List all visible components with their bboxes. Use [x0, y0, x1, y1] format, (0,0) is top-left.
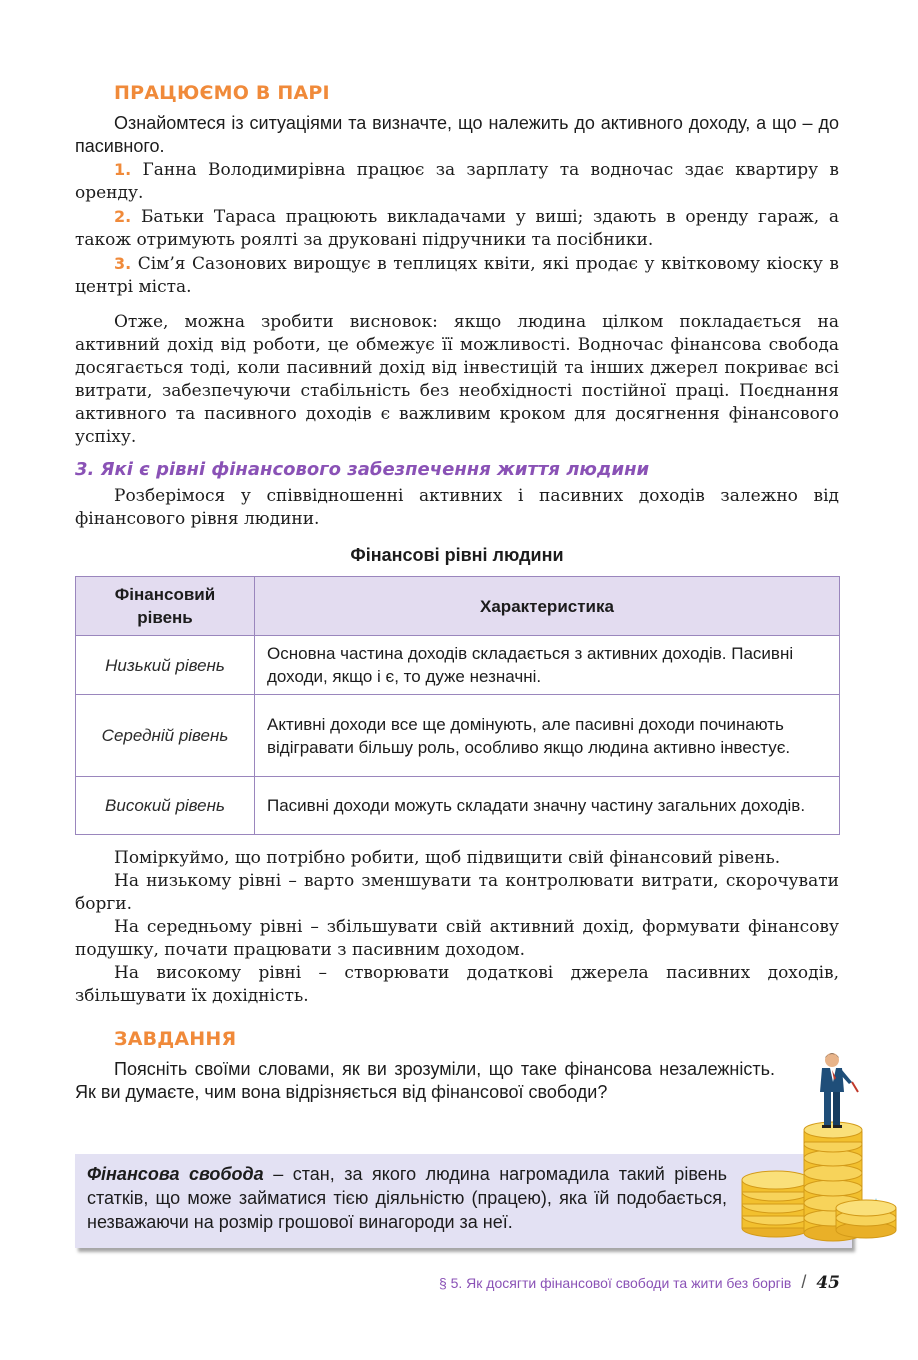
- situation-item-3: [75, 252, 839, 299]
- footer-chapter-title: § 5. Як досягти фінансової свободи та жити без боргів: [438, 1275, 792, 1291]
- footer-separator: /: [801, 1272, 807, 1292]
- pair-work-heading: ПРАЦЮЄМО В ПАРІ: [114, 82, 330, 104]
- advice-paragraph: Поміркуймо, що потрібно робити, щоб підвищити свій фінансовий рівень.: [114, 848, 781, 868]
- page-number: 45: [816, 1273, 840, 1293]
- situation-text: Батьки Тараса працюють викладачами у виші; здають в оренду гараж, а також отримують роялті за друковані підручники та посібники.: [75, 207, 839, 250]
- task-text: Поясніть своїми словами, як ви зрозуміли, що таке фінансова незалежність. Як ви думаєте, чим вона відрізняється від фінансової свободи?: [75, 1059, 775, 1102]
- conclusion-paragraph: Отже, можна зробити висновок: якщо людина цілком покладається на активний дохід від роботи, це обмежує її можливості. Водночас фінансова свобода досягається тоді, коли пасивний дохід від інвестицій та інших джерел покриває всі витрати, забезпечуючи стабільність без необхідності постійної праці. Поєднання активного та пасивного доходів є важливим кроком для досягнення фінансового успіху.: [75, 312, 839, 447]
- situation-number: 3.: [114, 254, 132, 273]
- description-cell: Пасивні доходи можуть складати значну частину загальних доходів.: [255, 777, 840, 835]
- table-title: Фінансові рівні людини: [350, 545, 564, 565]
- financial-levels-table: [75, 576, 840, 835]
- section-3-heading: 3. Які є рівні фінансового забезпечення життя людини: [75, 459, 650, 480]
- header-level: Фінансовий рівень: [76, 577, 255, 636]
- section-3-intro: Розберімося у співвідношенні активних і пасивних доходів залежно від фінансового рівня людини.: [75, 486, 839, 529]
- situation-number: 1.: [114, 160, 132, 179]
- level-cell: Середній рівень: [76, 695, 255, 777]
- advice-paragraph: На низькому рівні – варто зменшувати та контролювати витрати, скорочувати борги.: [75, 871, 839, 914]
- situation-item-2: [75, 205, 839, 252]
- table-row: [76, 777, 840, 835]
- level-cell: Низький рівень: [76, 636, 255, 695]
- level-cell: Високий рівень: [76, 777, 255, 835]
- situation-text: Сім’я Сазонових вирощує в теплицях квіти, які продає у квітковому кіоску в центрі міста.: [75, 254, 840, 297]
- table-header-row: [76, 577, 840, 636]
- definition-term: Фінансова свобода: [87, 1164, 264, 1184]
- header-description: Характеристика: [255, 577, 840, 636]
- advice-paragraph: На високому рівні – створювати додаткові джерела пасивних доходів, збільшувати їх дохідність.: [75, 963, 839, 1006]
- page-content: [75, 80, 839, 1104]
- situation-text: Ганна Володимирівна працює за зарплату та водночас здає квартиру в оренду.: [75, 160, 839, 203]
- advice-paragraph: На середньому рівні – збільшувати свій активний дохід, формувати фінансову подушку, почати працювати з пасивним доходом.: [75, 917, 839, 960]
- description-cell: Основна частина доходів складається з активних доходів. Пасивні доходи, якщо і є, то дуже незначні.: [255, 636, 840, 695]
- task-heading: ЗАВДАННЯ: [114, 1028, 237, 1050]
- pair-work-intro: Ознайомтеся із ситуаціями та визначте, що належить до активного доходу, а що – до пасивного.: [75, 113, 839, 156]
- situation-item-1: [75, 158, 839, 205]
- description-cell: Активні доходи все ще домінують, але пасивні доходи починають відігравати більшу роль, особливо якщо людина активно інвестує.: [255, 695, 840, 777]
- page-footer: [439, 1272, 840, 1293]
- table-row: [76, 636, 840, 695]
- table-row: [76, 695, 840, 777]
- businessman-on-coin-stacks-icon: [736, 1048, 908, 1248]
- definition-text: – стан, за якого людина нагромадила такий рівень статків, що може займатися тією діяльністю (працею), яка їй подобається, незважаючи на розмір грошової винагороди за неї.: [87, 1164, 728, 1232]
- situation-number: 2.: [114, 207, 132, 226]
